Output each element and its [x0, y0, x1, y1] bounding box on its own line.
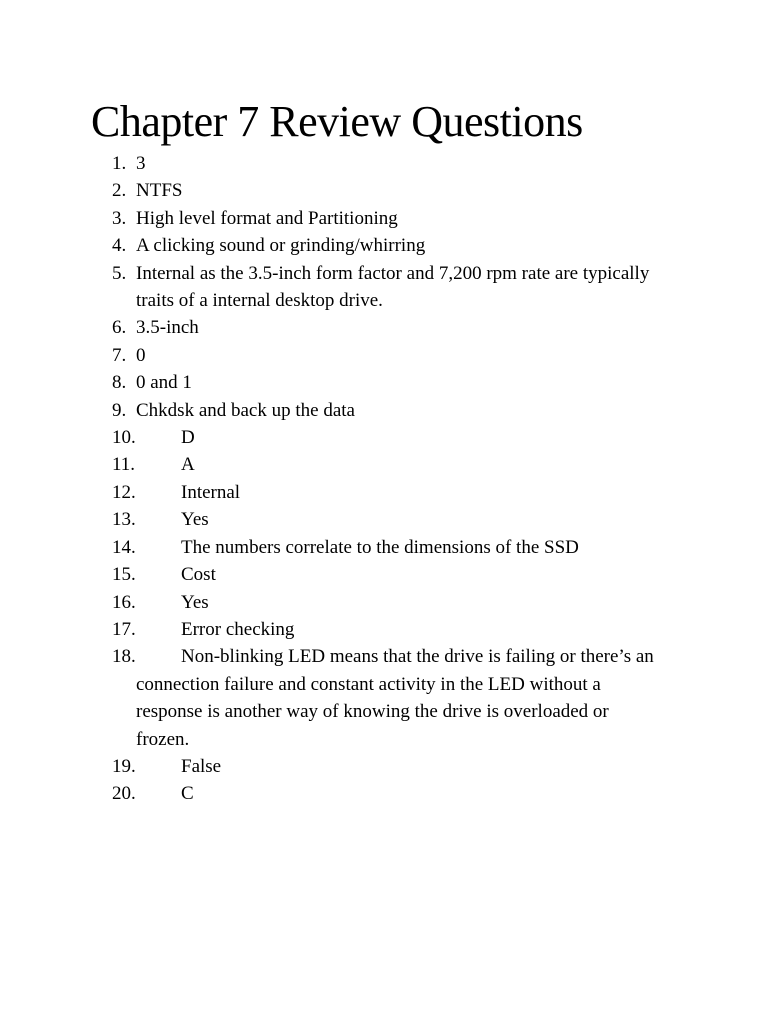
- list-item-text: Chkdsk and back up the data: [136, 399, 355, 421]
- list-item: [0, 424, 768, 451]
- list-item-number: 3.: [112, 207, 127, 229]
- list-item-text: 3: [136, 153, 146, 174]
- list-item-text: C: [181, 783, 194, 805]
- answer-list: [0, 150, 768, 808]
- list-item: [0, 314, 768, 341]
- list-item-number: 8.: [112, 372, 127, 394]
- list-item-number: 2.: [112, 180, 127, 202]
- list-item-number: 17.: [112, 618, 136, 640]
- list-item-number: 16.: [112, 591, 136, 613]
- list-item-text: Non-blinking LED means that the drive is failing or there’s an connection failure and constant activity in the LED without a response is another way of knowing the drive is overloaded or frozen.: [136, 646, 654, 750]
- list-item: [0, 451, 768, 478]
- list-item-number: 4.: [112, 235, 127, 257]
- list-item-text: D: [181, 427, 195, 449]
- list-item: [0, 342, 768, 369]
- list-item-text: A: [181, 454, 195, 476]
- list-item-number: 11.: [112, 454, 136, 476]
- list-item-text: Internal: [181, 481, 241, 503]
- list-item-number: 18.: [112, 646, 136, 668]
- list-item-text: A clicking sound or grinding/whirring: [136, 235, 426, 257]
- list-item-number: 6.: [112, 317, 127, 339]
- list-item-text: Cost: [181, 564, 216, 586]
- list-item-number: 15.: [112, 564, 136, 586]
- list-item-text: 0: [136, 344, 146, 366]
- list-item-number: 9.: [112, 399, 127, 421]
- list-item: [0, 643, 768, 753]
- list-item: [0, 753, 768, 780]
- list-item-text: The numbers correlate to the dimensions of the SSD: [181, 536, 579, 558]
- list-item: [0, 616, 768, 643]
- list-item: [0, 561, 768, 588]
- list-item-number: 1.: [112, 153, 127, 174]
- list-item: [0, 260, 768, 315]
- list-item: [0, 232, 768, 259]
- list-item: [0, 369, 768, 396]
- list-item-number: 10.: [112, 427, 136, 449]
- list-item-text: Internal as the 3.5-inch form factor and 7,200 rpm rate are typically traits of a internal desktop drive.: [136, 262, 650, 312]
- list-item-text: 3.5-inch: [136, 317, 199, 339]
- list-item: [0, 479, 768, 506]
- list-item: [0, 177, 768, 204]
- list-item-text: Yes: [181, 591, 209, 613]
- list-item: [0, 506, 768, 533]
- list-item-text: False: [181, 755, 222, 777]
- list-item-number: 20.: [112, 783, 136, 805]
- list-item-text: Error checking: [181, 618, 295, 640]
- list-item: [0, 205, 768, 232]
- list-item-number: 5.: [112, 262, 127, 284]
- list-item-number: 14.: [112, 536, 136, 558]
- list-item-number: 12.: [112, 481, 136, 503]
- list-item: [0, 589, 768, 616]
- list-item-number: 19.: [112, 755, 136, 777]
- list-item-number: 13.: [112, 509, 136, 531]
- page-title: Chapter 7 Review Questions: [91, 97, 583, 146]
- list-item-text: High level format and Partitioning: [136, 207, 398, 229]
- list-item: [0, 780, 768, 807]
- list-item: [0, 534, 768, 561]
- list-item-text: NTFS: [136, 180, 183, 202]
- list-item-number: 7.: [112, 344, 127, 366]
- list-item: [0, 397, 768, 424]
- list-item: [0, 150, 768, 177]
- list-item-text: Yes: [181, 509, 209, 531]
- list-item-text: 0 and 1: [136, 372, 192, 394]
